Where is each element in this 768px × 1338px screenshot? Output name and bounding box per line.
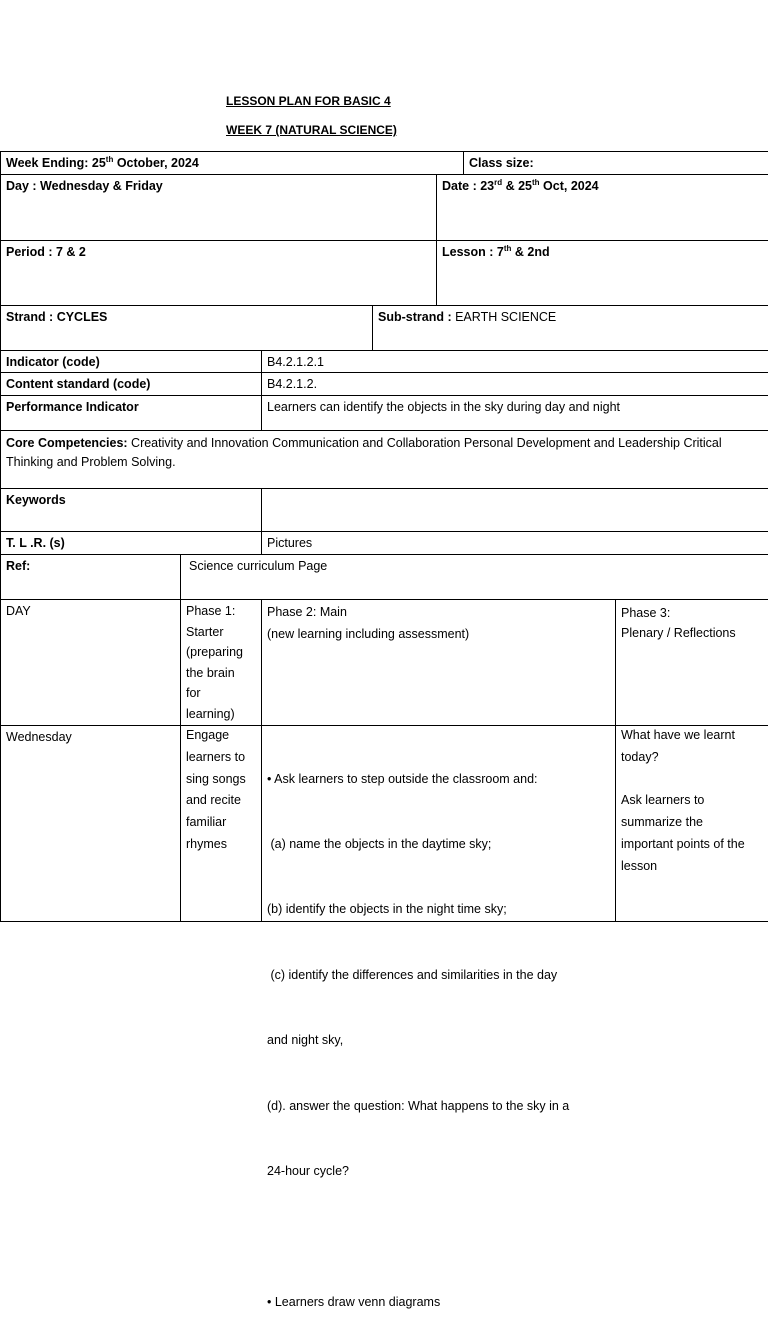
substrand-cell: Sub-strand : EARTH SCIENCE <box>378 310 557 324</box>
week-ending-cell: Week Ending: 25th October, 2024 <box>6 154 199 170</box>
wednesday-starter: Engage learners to sing songs and recite familiar rhymes <box>186 728 246 851</box>
tlr-value: Pictures <box>267 536 313 550</box>
content-standard-label: Content standard (code) <box>6 377 151 391</box>
week-subtitle: WEEK 7 (NATURAL SCIENCE) <box>226 123 397 137</box>
lesson-cell: Lesson : 7th & 2nd <box>442 243 550 259</box>
lesson-title: LESSON PLAN FOR BASIC 4 <box>226 94 391 108</box>
ref-label: Ref: <box>6 559 31 573</box>
wednesday-plenary: What have we learnt today? Ask learners to summarize the important points of the lesson <box>621 728 745 873</box>
period-cell: Period : 7 & 2 <box>6 245 86 259</box>
class-size-cell: Class size: <box>469 156 534 170</box>
indicator-value: B4.2.1.2.1 <box>267 355 324 369</box>
content-standard-value: B4.2.1.2. <box>267 377 318 391</box>
performance-indicator-value: Learners can identify the objects in the sky during day and night <box>267 400 620 414</box>
day-cell: Day : Wednesday & Friday <box>6 179 163 193</box>
strand-cell: Strand : CYCLES <box>6 310 108 324</box>
tlr-label: T. L .R. (s) <box>6 536 65 550</box>
phase3-header: Phase 3: Plenary / Reflections <box>621 606 736 640</box>
indicator-label: Indicator (code) <box>6 355 100 369</box>
keywords-value <box>261 488 768 494</box>
keywords-label: Keywords <box>6 493 66 507</box>
wednesday-main: • Ask learners to step outside the classroom and: (a) name the objects in the daytime sky; (b) identify the objects in the night time sky; (c) identify the differences and similarities in the day and night sky, (d). answer the question: What happens to the sky in a 24-hour cycle? • Learners draw venn diagrams <box>267 771 570 1309</box>
date-cell: Date : 23rd & 25th Oct, 2024 <box>442 177 599 193</box>
phase1-header: Phase 1: Starter (preparing the brain for learning) <box>186 604 243 721</box>
wednesday-day: Wednesday <box>6 730 72 744</box>
ref-value: Science curriculum Page <box>189 559 328 573</box>
day-header: DAY <box>6 604 31 618</box>
phase2-header: Phase 2: Main (new learning including assessment) <box>267 605 470 641</box>
performance-indicator-label: Performance Indicator <box>6 400 139 414</box>
core-competencies-cell: Core Competencies: Creativity and Innovation Communication and Collaboration Personal Development and Leadership Critical Thinking and Problem Solving. <box>6 436 722 469</box>
